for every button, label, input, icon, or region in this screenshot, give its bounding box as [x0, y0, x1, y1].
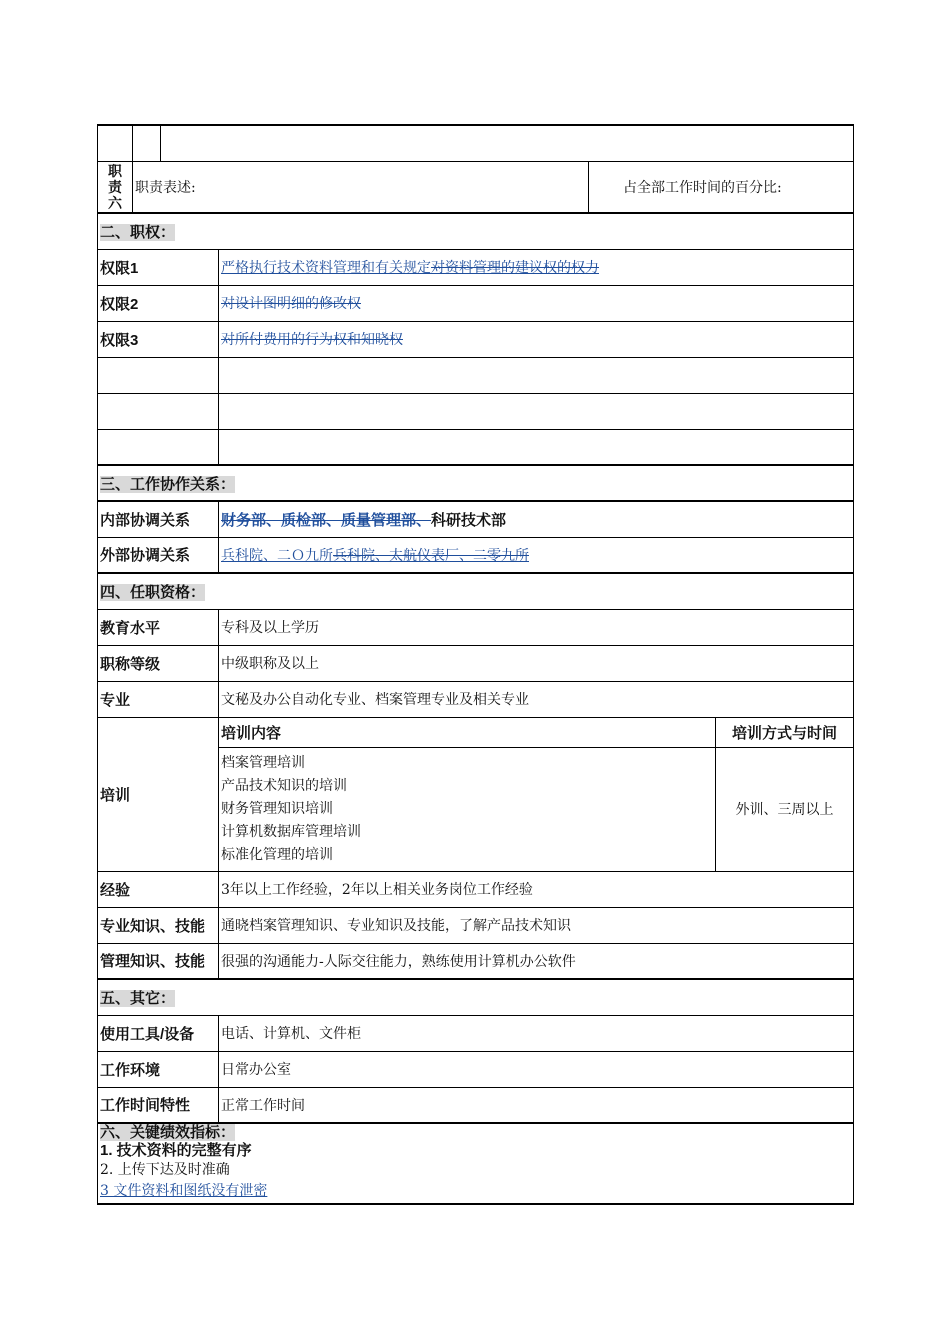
other-title-text: 五、其它： [100, 989, 176, 1007]
blank-cell [98, 125, 133, 161]
job-description-table [97, 124, 854, 1205]
qualification-section-row [98, 573, 854, 609]
kpi-item: 1. 技术资料的完整有序 [100, 1142, 252, 1159]
internal-coordination-row [98, 501, 854, 537]
title-level-row [98, 645, 854, 681]
training-item: 计算机数据库管理培训 [221, 823, 361, 840]
environment-label: 工作环境 [98, 1051, 219, 1087]
duty-six-label [98, 161, 133, 213]
internal-coordination-struck: 财务部、质检部、质量管理部、 [221, 511, 432, 529]
internal-coordination-label: 内部协调关系 [98, 501, 219, 537]
cooperation-section-title [98, 465, 854, 501]
blank-cell [161, 125, 854, 161]
tools-value: 电话、计算机、文件柜 [219, 1015, 854, 1051]
authority-row [98, 321, 854, 357]
duty-description-label: 职责表述: [133, 161, 589, 213]
authority-text-underlined: 严格执行技术资料管理和有关规定 [221, 260, 431, 276]
tools-label: 使用工具/设备 [98, 1015, 219, 1051]
pro-skill-value: 通晓档案管理知识、专业知识及技能，了解产品技术知识 [219, 907, 854, 943]
blank-cell [133, 125, 161, 161]
training-method-value: 外训、三周以上 [716, 747, 854, 871]
kpi-item: 2. 上传下达及时准确 [100, 1162, 230, 1178]
external-coordination-struck: 兵科院、太航仪表厂、二零九所 [333, 547, 529, 564]
authority-text-struck: 对资料管理的建议权的权力 [431, 260, 599, 276]
mgmt-skill-row [98, 943, 854, 979]
experience-value: 3年以上工作经验，2年以上相关业务岗位工作经验 [219, 871, 854, 907]
major-label: 专业 [98, 681, 219, 717]
training-item: 产品技术知识的培训 [221, 777, 347, 794]
authority-label: 权限3 [98, 321, 219, 357]
title-level-label: 职称等级 [98, 645, 219, 681]
training-item: 标准化管理的培训 [221, 846, 333, 863]
mgmt-skill-value: 很强的沟通能力-人际交往能力，熟练使用计算机办公软件 [219, 943, 854, 979]
other-section-row [98, 979, 854, 1015]
tools-row [98, 1015, 854, 1051]
kpi-section-cell [98, 1123, 854, 1204]
blank-cell [219, 357, 854, 393]
training-item: 档案管理培训 [221, 754, 305, 771]
training-label: 培训 [98, 717, 219, 871]
duty-six-row [98, 161, 854, 213]
training-content-list [219, 747, 716, 871]
training-content-header: 培训内容 [219, 717, 716, 747]
external-coordination-label: 外部协调关系 [98, 537, 219, 573]
experience-label: 经验 [98, 871, 219, 907]
external-coordination-underlined: 兵科院、二Ｏ九所 [221, 547, 333, 564]
authority-row [98, 285, 854, 321]
internal-coordination-plain: 科研技术部 [431, 511, 507, 529]
major-row [98, 681, 854, 717]
experience-row [98, 871, 854, 907]
blank-cell [98, 429, 219, 465]
authority-text-struck: 对所付费用的行为权和知晓权 [221, 332, 403, 348]
authority-section-title [98, 213, 854, 249]
training-method-header: 培训方式与时间 [716, 717, 854, 747]
kpi-section-title [100, 1124, 851, 1142]
authority-text-struck: 对设计图明细的修改权 [221, 296, 361, 312]
major-value: 文秘及办公自动化专业、档案管理专业及相关专业 [219, 681, 854, 717]
education-row [98, 609, 854, 645]
external-coordination-value [219, 537, 854, 573]
blank-cell [219, 429, 854, 465]
pro-skill-label: 专业知识、技能 [98, 907, 219, 943]
duty-six-char: 责 [108, 178, 122, 195]
cooperation-title-text: 三、工作协作关系： [100, 475, 236, 493]
cooperation-section-row [98, 465, 854, 501]
training-item: 财务管理知识培训 [221, 800, 333, 817]
external-coordination-row [98, 537, 854, 573]
authority-label: 权限1 [98, 249, 219, 285]
blank-cell [98, 393, 219, 429]
authority-empty-row [98, 393, 854, 429]
duty-blank-row [98, 125, 854, 161]
duty-percent-label: 占全部工作时间的百分比: [589, 161, 854, 213]
work-time-row [98, 1087, 854, 1123]
duty-six-char: 六 [108, 194, 122, 211]
work-time-value: 正常工作时间 [219, 1087, 854, 1123]
kpi-section-row [98, 1123, 854, 1204]
duty-six-char: 职 [108, 162, 122, 179]
title-level-value: 中级职称及以上 [219, 645, 854, 681]
blank-cell [98, 357, 219, 393]
authority-value [219, 285, 854, 321]
kpi-item: 3 文件资料和图纸没有泄密 [100, 1183, 268, 1199]
authority-section-row [98, 213, 854, 249]
blank-cell [219, 393, 854, 429]
environment-value: 日常办公室 [219, 1051, 854, 1087]
authority-value [219, 321, 854, 357]
education-value: 专科及以上学历 [219, 609, 854, 645]
qualification-section-title [98, 573, 854, 609]
authority-row [98, 249, 854, 285]
work-time-label: 工作时间特性 [98, 1087, 219, 1123]
kpi-title-text: 六、关键绩效指标： [100, 1124, 236, 1141]
qualification-title-text: 四、任职资格： [100, 583, 206, 601]
internal-coordination-value [219, 501, 854, 537]
authority-empty-row [98, 357, 854, 393]
job-description-document [97, 124, 853, 1205]
authority-label: 权限2 [98, 285, 219, 321]
other-section-title [98, 979, 854, 1015]
authority-value [219, 249, 854, 285]
education-label: 教育水平 [98, 609, 219, 645]
pro-skill-row [98, 907, 854, 943]
training-header-row [98, 717, 854, 747]
mgmt-skill-label: 管理知识、技能 [98, 943, 219, 979]
authority-empty-row [98, 429, 854, 465]
environment-row [98, 1051, 854, 1087]
authority-title-text: 二、职权： [100, 223, 176, 241]
